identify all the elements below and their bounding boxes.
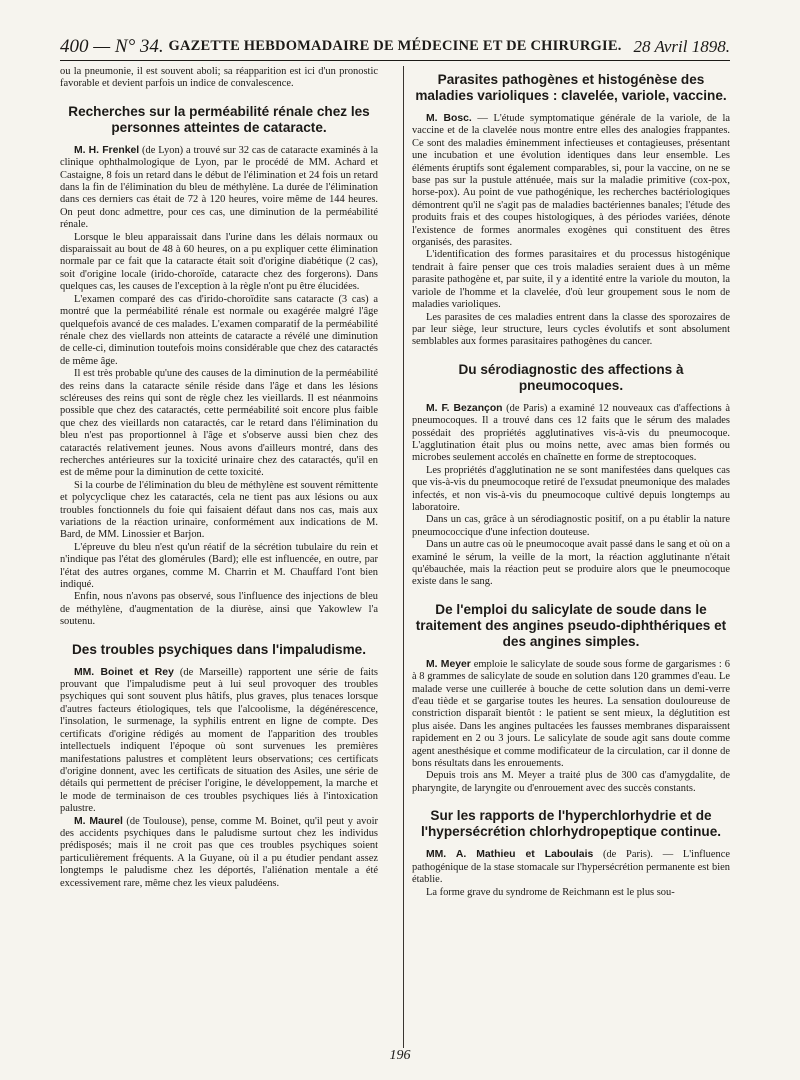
- section-title-varioliques: Parasites pathogènes et histogénèse des maladies varioliques : clavelée, variole, vaccine.: [415, 72, 727, 103]
- column-rule: [403, 66, 404, 1048]
- paragraph: M. Maurel (de Toulouse), pense, comme M. Boinet, qu'il peut y avoir des accidents psychiques dans le paludisme surtout chez les individus prédisposés; mais il ne croit pas que ces troubles psychiques soient particulièrement fréquents. A la Guyane, où il a pu étudier pendant assez longtemps le paludisme chez les déportés, l'aliénation mentale a été excessivement rare, même chez les vieux paludéens.: [60, 815, 378, 889]
- right-column: [412, 66, 730, 1046]
- author: M. H. Frenkel: [74, 144, 140, 156]
- continued-paragraph: ou la pneumonie, il est souvent aboli; sa réapparition est ici d'un pronostic favorable et devient parfois un indice de convalescence.: [60, 66, 378, 90]
- paragraph: Il est très probable qu'une des causes de la diminution de la perméabilité des reins dans la cataracte sénile réside dans l'âge et dans les lésions scléreuses des reins qui sont de règle chez les vieillards. Il est néanmoins possible que chez des cataractés, cette perméabilité soit encore plus faible que chez des vieillards non cataractés, car le retard dans l'élimination du bleu n'est pas proportionnel à l'âge et s'observe aussi bien chez des cataractés relativement jeunes. Nous avons d'ailleurs montré, dans des recherches antérieures sur la toxicité urinaire chez des cataractés, qu'il en est de même pour la diminution de cette toxicité.: [60, 368, 378, 479]
- author: M. Bosc.: [426, 113, 472, 124]
- paragraph: Lorsque le bleu apparaissait dans l'urine dans les délais normaux ou disparaissait au bout de 48 à 60 heures, on a pu expliquer cette élimination normale par ce fait que la cataracte était soit d'origine diabétique (2 cas), soit d'origine locale (irido-choroïde, cataracte chez des forgerons). Dans quelques cas, les causes de l'exception à la règle n'ont pu être élucidées.: [60, 231, 378, 293]
- paragraph: Les propriétés d'agglutination ne se sont manifestées dans quelques cas que vis-à-vis du pneumocoque retiré de l'exsudat pneumonique des malades infectés, et non vis-à-vis du pneumocoque cultivé depuis longtemps au laboratoire.: [412, 464, 730, 513]
- paragraph: Enfin, nous n'avons pas observé, sous l'influence des injections de bleu de méthylène, d'augmentation de la diurèse, ainsi que Yakowlew l'a soutenu.: [60, 591, 378, 628]
- section-title-impaludisme: Des troubles psychiques dans l'impaludisme.: [71, 641, 367, 657]
- section-title-permeabilite: Recherches sur la perméabilité rénale chez les personnes atteintes de cataracte.: [68, 103, 370, 135]
- issue-date: 28 Avril 1898.: [633, 37, 730, 56]
- author: M. Meyer: [426, 658, 471, 670]
- paragraph: M. Bosc. — L'étude symptomatique générale de la variole, de la vaccine et de la clavelée nous montre entre elles des analogies frappantes. Ce sont des maladies éminemment infectieuses et contagieuses, présentant une incubation et une évolution identiques dans leur ensemble. Les éléments éruptifs sont également comparables, si, pour la vaccine, on ne se base pas sur la pustule atténuée, mais sur la maladie primitive (cox-pox, horse-pox). Au point de vue pathogénique, les recherches bactériologiques démontrent qu'il ne s'agit pas de maladies bactériennes banales; l'étude des produits frais et des coupes histologiques, à des périodes variées, dénote l'existence de formes anormales exogènes qui constituent des êtres organisés, des parasites.: [412, 113, 730, 249]
- journal-title: GAZETTE HEBDOMADAIRE DE MÉDECINE ET DE CHIRURGIE.: [168, 38, 622, 54]
- paragraph: M. F. Bezançon (de Paris) a examiné 12 nouveaux cas d'affections à pneumocoques. Il a trouvé dans ces 12 faits que le sérum des malades possédait des propriétés agglutinatives vis-à-vis du pneumocoque. L'agglutination était plus ou moins nette, avec amas bien formés ou microbes seulement accolés en chaînette en forme de streptocoques.: [412, 402, 730, 464]
- paragraph: M. Meyer emploie le salicylate de soude sous forme de gargarismes : 6 à 8 grammes de salicylate de soude en solution dans 120 grammes d'eau. Le malade verse une cuillerée à bouche de cette solution dans un demi-verre d'eau tiède et se gargarise toutes les heures. La sensation douloureuse de constriction disparaît bientôt : le patient se sent mieux, la déglutition est plus aisée. Dans les angines pultacées les fausses membranes disparaissent rapidement en 2 ou 3 jours. Le salicylate de soude agit sans doute comme agent anesthésique et comme modificateur de la circulation, car il donne de bons résultats dans les enrouements.: [412, 658, 730, 770]
- paragraph: L'identification des formes parasitaires et du processus histogénique tendrait à faire penser que ces trois maladies seraient dues à un même parasite pathogène et, par suite, il y a identité entre la variole du mouton, la variole de l'homme et la clavelée, d'où leur groupement sous le nom de maladies varioliques.: [412, 249, 730, 311]
- section-title-serodiagnostic: Du sérodiagnostic des affections à pneumocoques.: [458, 361, 684, 393]
- paragraph: Depuis trois ans M. Meyer a traité plus de 300 cas d'amygdalite, de pharyngite, de laryngite ou d'enrouement avec des succès constants.: [412, 770, 730, 794]
- paragraph: Dans un cas, grâce à un sérodiagnostic positif, on a pu établir la nature pneumococcique d'une infection douteuse.: [412, 514, 730, 538]
- author: M. F. Bezançon: [426, 402, 503, 414]
- running-header: [60, 34, 730, 61]
- paragraph: M. H. Frenkel (de Lyon) a trouvé sur 32 cas de cataracte examinés à la clinique ophthalmologique de Lyon, par le procédé de MM. Achard et Castaigne, 8 fois un retard dans le début de l'élimination et 24 fois un retard dans la fin de l'élimination du bleu de méthylène. La durée de l'élimination dans ces derniers cas était de 72 à 120 heures, voire même de 144 heures. On peut donc admettre, pour ces cas, une diminution de la perméabilité rénale.: [60, 144, 378, 231]
- paragraph: La forme grave du syndrome de Reichmann est le plus sou-: [426, 886, 675, 898]
- paragraph: Les parasites de ces maladies entrent dans la classe des sporozaires de par leur siège, leur structure, leurs cycles évolutifs et sont absolument semblables aux formes parasitaires pathogènes du cancer.: [412, 311, 730, 348]
- left-column: [60, 66, 378, 1046]
- page-folio: 196: [389, 1048, 411, 1063]
- paragraph: MM. A. Mathieu et Laboulais (de Paris). — L'influence pathogénique de la stase stomacale sur l'hypersécrétion permanente est bien établie.: [412, 849, 730, 886]
- author: M. Maurel: [74, 815, 123, 827]
- paragraph: MM. Boinet et Rey (de Marseille) rapportent une série de faits prouvant que l'impaludisme peut à lui seul provoquer des troubles psychiques qui sont souvent plus hâtifs, plus graves, plus tenaces lorsque d'autres facteurs étiologiques, tels que l'alcoolisme, la dégénérescence, l'insolation, le surmenage, la syphilis entrent en ligne de compte. Des certificats d'origine rédigés au moment de l'apparition des troubles intellectuels indiquent l'époque où sont survenues les premières manifestations palustres et complètent leurs observations; ces certificats d'origine donnent, avec les certificats de situation des Asiles, une série de détails qui permettent de préciser l'origine, le développement, la marche et le mode de terminaison de ces troubles psychiques liés à l'intoxication palustre.: [60, 666, 378, 815]
- paragraph: L'épreuve du bleu n'est qu'un réatif de la sécrétion tubulaire du rein et n'indique pas l'état des glomérules (Bard); elle est influencée, en outre, par l'état des autres organes, comme M. Charrin et M. Chauffard l'ont bien indiqué.: [60, 541, 378, 591]
- section-title-salicylate: De l'emploi du salicylate de soude dans le traitement des angines pseudo-diphthériques et des angines simples.: [415, 601, 727, 649]
- page-number: 400 — N° 34.: [60, 36, 164, 57]
- author: MM. Boinet et Rey: [74, 666, 174, 678]
- paragraph: Si la courbe de l'élimination du bleu de méthylène est souvent rémittente et polycyclique chez les cataractés, cela ne tient pas aux lésions ou aux troubles fonctionnels du foie qui faisaient défaut dans nos cas, mais aux variations de la réaction urinaire, conformément aux indications de M. Bard, de MM. Linossier et Barjon.: [60, 479, 378, 541]
- section-title-hyperchlorhydrie: Sur les rapports de l'hyperchlorhydrie et de l'hypersécrétion chlorhydropeptique continue.: [420, 808, 722, 840]
- paragraph: L'examen comparé des cas d'irido-choroïdite sans cataracte (3 cas) a montré que la perméabilité rénale est normale ou exagérée malgré l'âge quelquefois avancé de ces malades. L'examen comparatif de la perméabilité rénale chez des viellards non atteints de cataracte a révélé une diminution de celle-ci, diminution toutefois moins considérable que chez des cataractés de même âge.: [60, 293, 378, 367]
- paragraph: Dans un autre cas où le pneumocoque avait passé dans le sang et où on a examiné le sérum, la veille de la mort, la réaction agglutinante n'était qu'ébauchée, mais la réaction peut se produire alors que le pneumocoque existe dans le sang.: [412, 539, 730, 588]
- author: MM. A. Mathieu et Laboulais: [426, 849, 594, 861]
